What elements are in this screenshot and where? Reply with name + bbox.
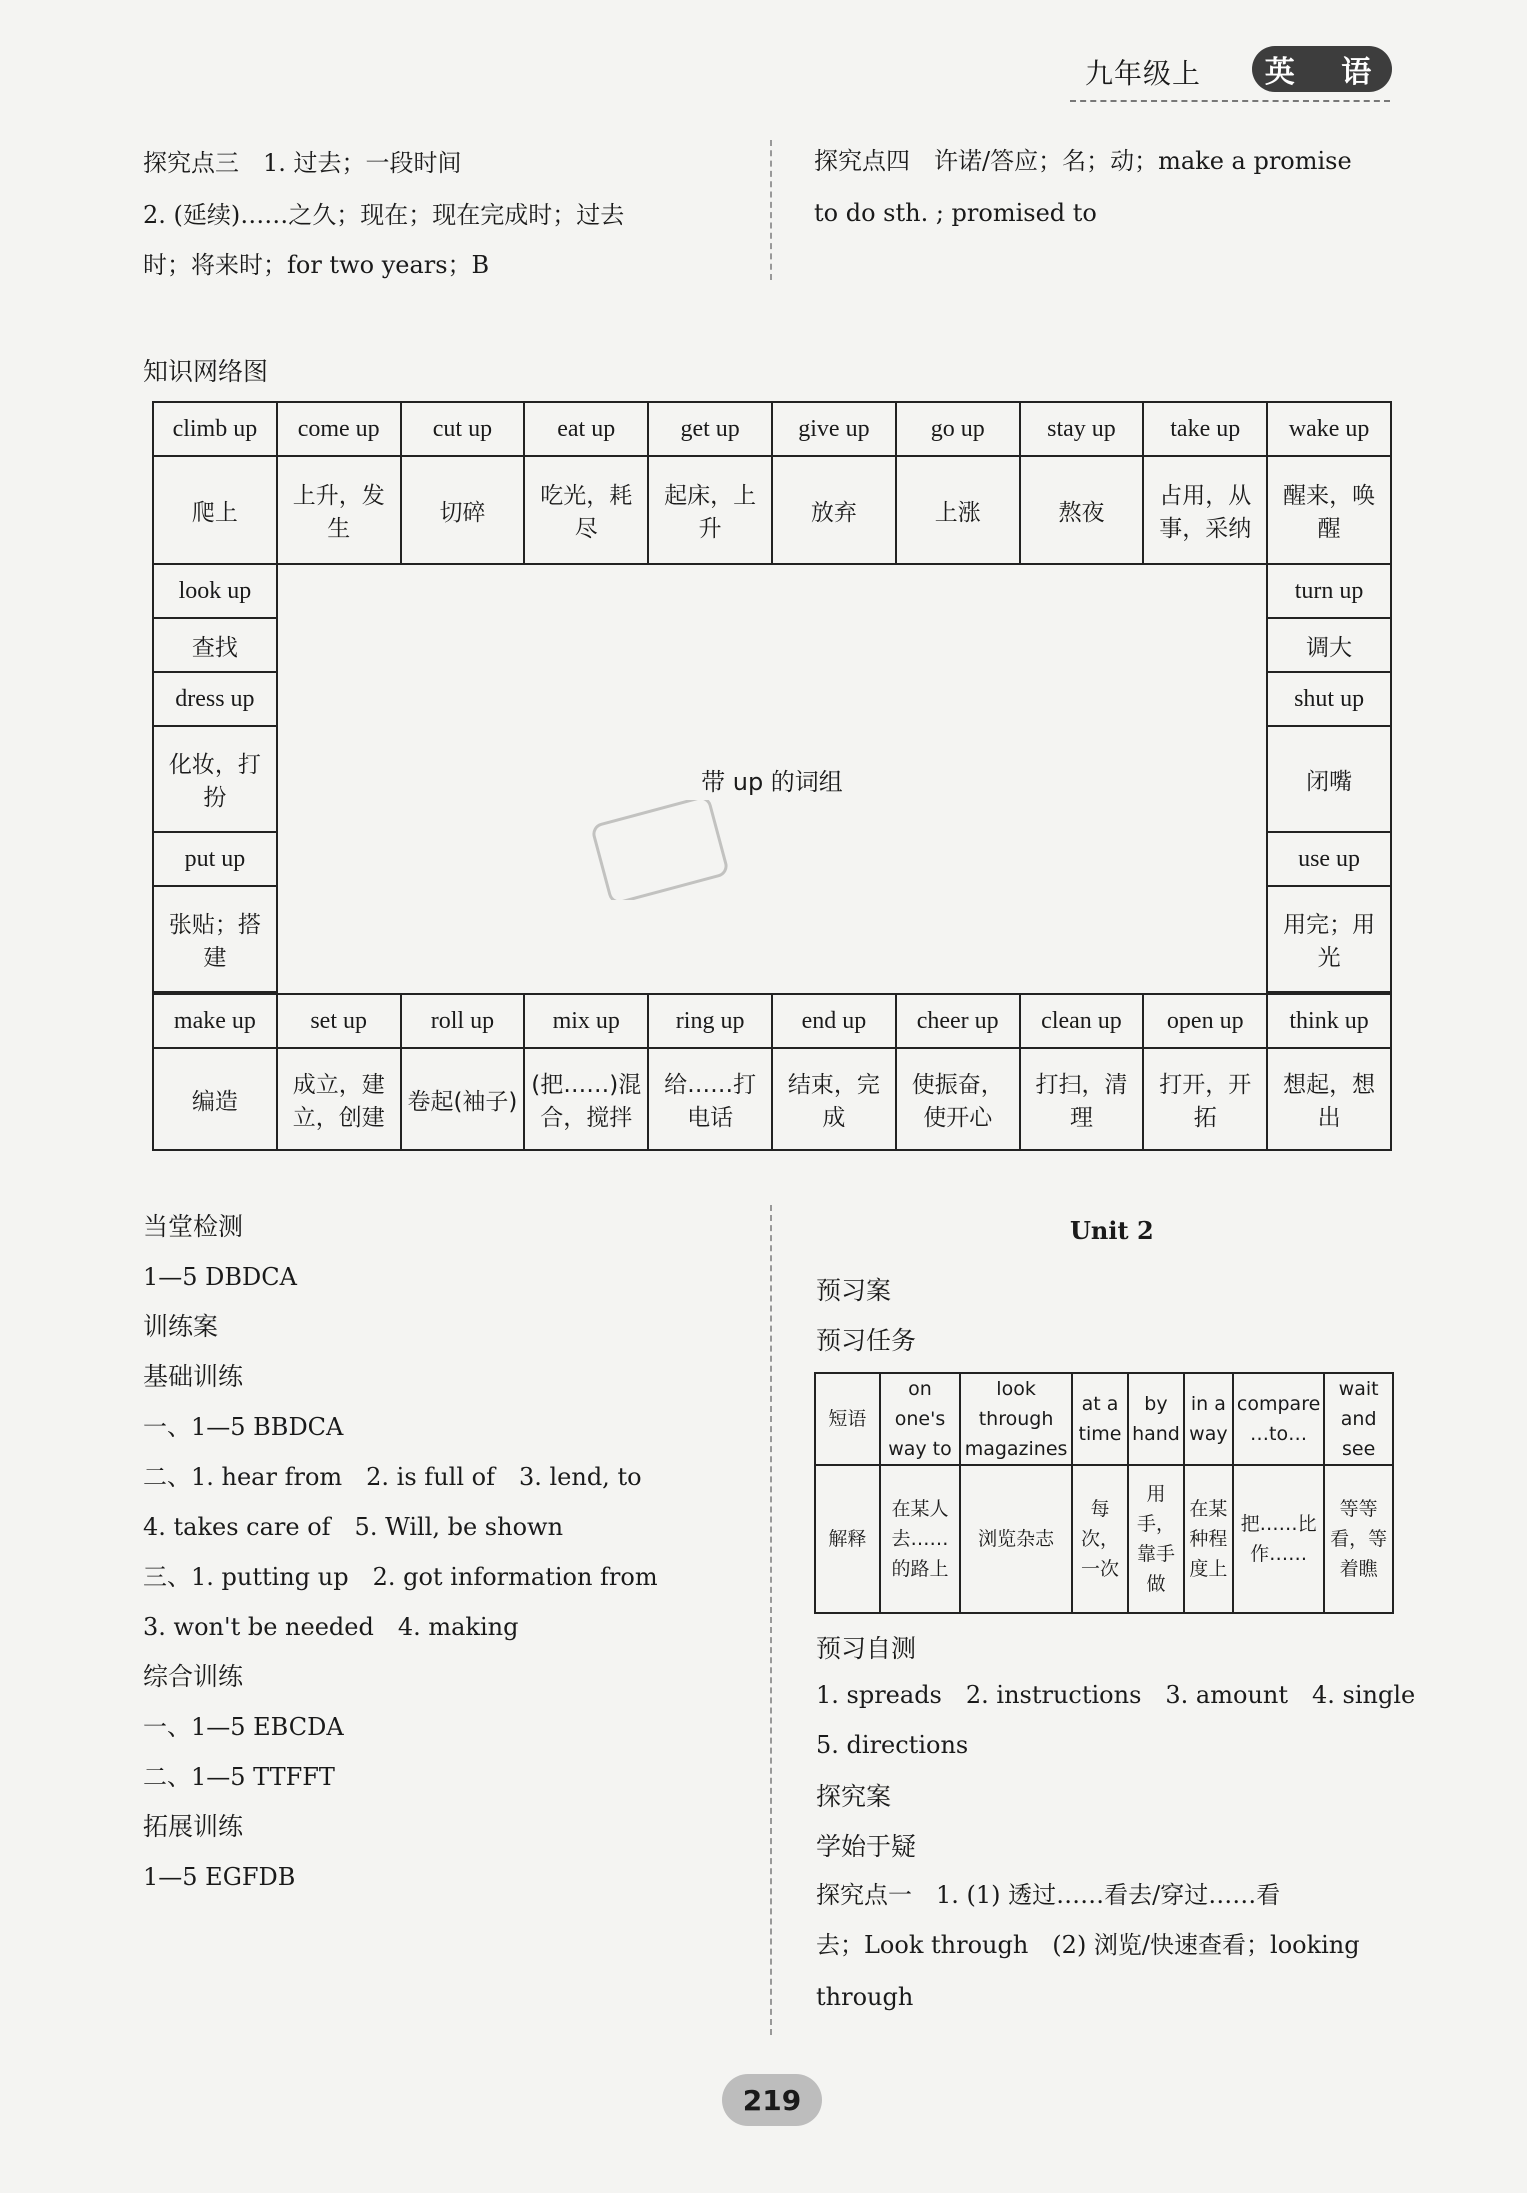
table-cell: at a time [1072, 1373, 1128, 1465]
watermark-stamp-icon [590, 800, 730, 900]
bottom-meaning-row [153, 1048, 1391, 1150]
self-test-heading: 预习自测 [816, 1634, 917, 1663]
phrase-cell: come up [277, 402, 401, 456]
meaning-cell: 调大 [1267, 618, 1391, 672]
answer-line: 二、1—5 TTFFT [143, 1763, 335, 1791]
phrase-cell: cut up [401, 402, 525, 456]
table-cell: wait and see [1324, 1373, 1393, 1465]
table-cell: 每次，一次 [1072, 1465, 1128, 1613]
center-label: 带 up 的词组 [701, 767, 843, 796]
answer-line: 3. won't be needed 4. making [143, 1613, 519, 1641]
meaning-cell: 使振奋，使开心 [896, 1048, 1020, 1150]
top-meaning-row [153, 456, 1391, 564]
table-cell: 在某人去……的路上 [880, 1465, 961, 1613]
phrase-cell: take up [1143, 402, 1267, 456]
section-heading: 拓展训练 [143, 1812, 244, 1841]
point1-line2: 去；Look through (2) 浏览/快速查看；looking [816, 1931, 1360, 1959]
bottom-phrase-row [153, 994, 1391, 1048]
meaning-cell: 爬上 [153, 456, 277, 564]
phrase-cell: eat up [524, 402, 648, 456]
table-cell: 解释 [815, 1465, 880, 1613]
header-divider [1070, 100, 1390, 102]
meaning-cell: 上升，发生 [277, 456, 401, 564]
answer-line: 一、1—5 BBDCA [143, 1413, 344, 1441]
point1-line1: 探究点一 1. (1) 透过……看去/穿过……看 [816, 1881, 1281, 1909]
phrase-cell: clean up [1020, 994, 1144, 1048]
phrase-cell: mix up [524, 994, 648, 1048]
table-cell: 用手，靠手做 [1128, 1465, 1184, 1613]
phrase-cell: dress up [153, 672, 277, 726]
meaning-cell: 张贴；搭建 [153, 886, 277, 992]
phrase-cell: look up [153, 564, 277, 618]
meaning-cell: 卷起(袖子) [401, 1048, 525, 1150]
phrase-cell: wake up [1267, 402, 1391, 456]
table-cell: 把……比作…… [1233, 1465, 1324, 1613]
answer-line: 三、1. putting up 2. got information from [143, 1563, 658, 1591]
meaning-cell: 吃光，耗尽 [524, 456, 648, 564]
top-phrase-row [153, 402, 1391, 456]
phrase-cell: go up [896, 402, 1020, 456]
column-divider-top [770, 140, 772, 280]
meaning-cell: 起床，上升 [648, 456, 772, 564]
phrase-cell: make up [153, 994, 277, 1048]
phrase-cell: think up [1267, 994, 1391, 1048]
answer-line: 1—5 EGFDB [143, 1863, 296, 1891]
section-heading: 基础训练 [143, 1362, 244, 1391]
phrase-cell: stay up [1020, 402, 1144, 456]
page-number: 219 [722, 2074, 822, 2126]
top-left-line1: 探究点三 1. 过去；一段时间 [143, 149, 462, 177]
section-heading: 训练案 [143, 1312, 219, 1341]
self-test-line1: 1. spreads 2. instructions 3. amount 4. single [816, 1681, 1416, 1709]
phrase-cell: shut up [1267, 672, 1391, 726]
table-cell: 浏览杂志 [960, 1465, 1072, 1613]
answer-line: 一、1—5 EBCDA [143, 1713, 344, 1741]
section-heading: 综合训练 [143, 1662, 244, 1691]
top-left-line3: 时；将来时；for two years；B [143, 251, 490, 279]
meaning-cell: 上涨 [896, 456, 1020, 564]
table-cell: 在某种程度上 [1184, 1465, 1233, 1613]
top-left-line2: 2. (延续)……之久；现在；现在完成时；过去 [143, 201, 625, 229]
phrase-table [814, 1372, 1394, 1614]
phrase-cell: open up [1143, 994, 1267, 1048]
meaning-cell: 给……打电话 [648, 1048, 772, 1150]
phrase-table-header-row [815, 1373, 1393, 1465]
table-cell: 等等看，等着瞧 [1324, 1465, 1393, 1613]
meaning-cell: 打扫，清理 [1020, 1048, 1144, 1150]
meaning-cell: 放弃 [772, 456, 896, 564]
meaning-cell: 打开，开拓 [1143, 1048, 1267, 1150]
phrase-cell: give up [772, 402, 896, 456]
table-cell: look through magazines [960, 1373, 1072, 1465]
phrase-cell: turn up [1267, 564, 1391, 618]
phrase-cell: roll up [401, 994, 525, 1048]
meaning-cell: 想起，想出 [1267, 1048, 1391, 1150]
table-cell: by hand [1128, 1373, 1184, 1465]
top-right-line1: 探究点四 许诺/答应；名；动；make a promise [814, 147, 1352, 175]
subject-badge: 英 语 [1252, 46, 1392, 92]
answer-line: 4. takes care of 5. Will, be shown [143, 1513, 564, 1541]
meaning-cell: 编造 [153, 1048, 277, 1150]
preview-heading: 预习案 [816, 1276, 892, 1305]
unit-title: Unit 2 [1070, 1216, 1154, 1245]
meaning-cell: 结束，完成 [772, 1048, 896, 1150]
phrase-cell: set up [277, 994, 401, 1048]
task-heading: 预习任务 [816, 1326, 917, 1355]
table-cell: on one's way to [880, 1373, 961, 1465]
phrase-cell: put up [153, 832, 277, 886]
meaning-cell: 用完；用光 [1267, 886, 1391, 992]
phrase-cell: climb up [153, 402, 277, 456]
phrase-cell: ring up [648, 994, 772, 1048]
grade-label: 九年级上 [1085, 57, 1202, 90]
meaning-cell: 化妆，打扮 [153, 726, 277, 832]
phrase-table-meaning-row [815, 1465, 1393, 1613]
phrase-cell: end up [772, 994, 896, 1048]
phrase-cell: use up [1267, 832, 1391, 886]
left-answers [143, 1202, 658, 1902]
phrase-cell: get up [648, 402, 772, 456]
phrase-cell: cheer up [896, 994, 1020, 1048]
answer-line: 二、1. hear from 2. is full of 3. lend, to [143, 1463, 642, 1491]
point1-line3: through [816, 1983, 914, 2011]
network-title: 知识网络图 [143, 357, 269, 386]
meaning-cell: 醒来，唤醒 [1267, 456, 1391, 564]
table-cell: compare …to… [1233, 1373, 1324, 1465]
doubt-heading: 学始于疑 [816, 1832, 917, 1861]
meaning-cell: 查找 [153, 618, 277, 672]
table-cell: in a way [1184, 1373, 1233, 1465]
meaning-cell: 占用，从事，采纳 [1143, 456, 1267, 564]
self-test-line2: 5. directions [816, 1731, 969, 1759]
answer-line: 1—5 DBDCA [143, 1263, 297, 1291]
network-table [152, 401, 1392, 1151]
meaning-cell: 熬夜 [1020, 456, 1144, 564]
top-right-line2: to do sth. ; promised to [814, 199, 1097, 227]
meaning-cell: 切碎 [401, 456, 525, 564]
column-divider-bottom [770, 1205, 772, 2035]
section-heading: 当堂检测 [143, 1212, 244, 1241]
network-center [277, 564, 1267, 994]
meaning-cell: (把……)混合，搅拌 [524, 1048, 648, 1150]
explore-heading: 探究案 [816, 1782, 892, 1811]
table-cell: 短语 [815, 1373, 880, 1465]
meaning-cell: 成立，建立，创建 [277, 1048, 401, 1150]
meaning-cell: 闭嘴 [1267, 726, 1391, 832]
